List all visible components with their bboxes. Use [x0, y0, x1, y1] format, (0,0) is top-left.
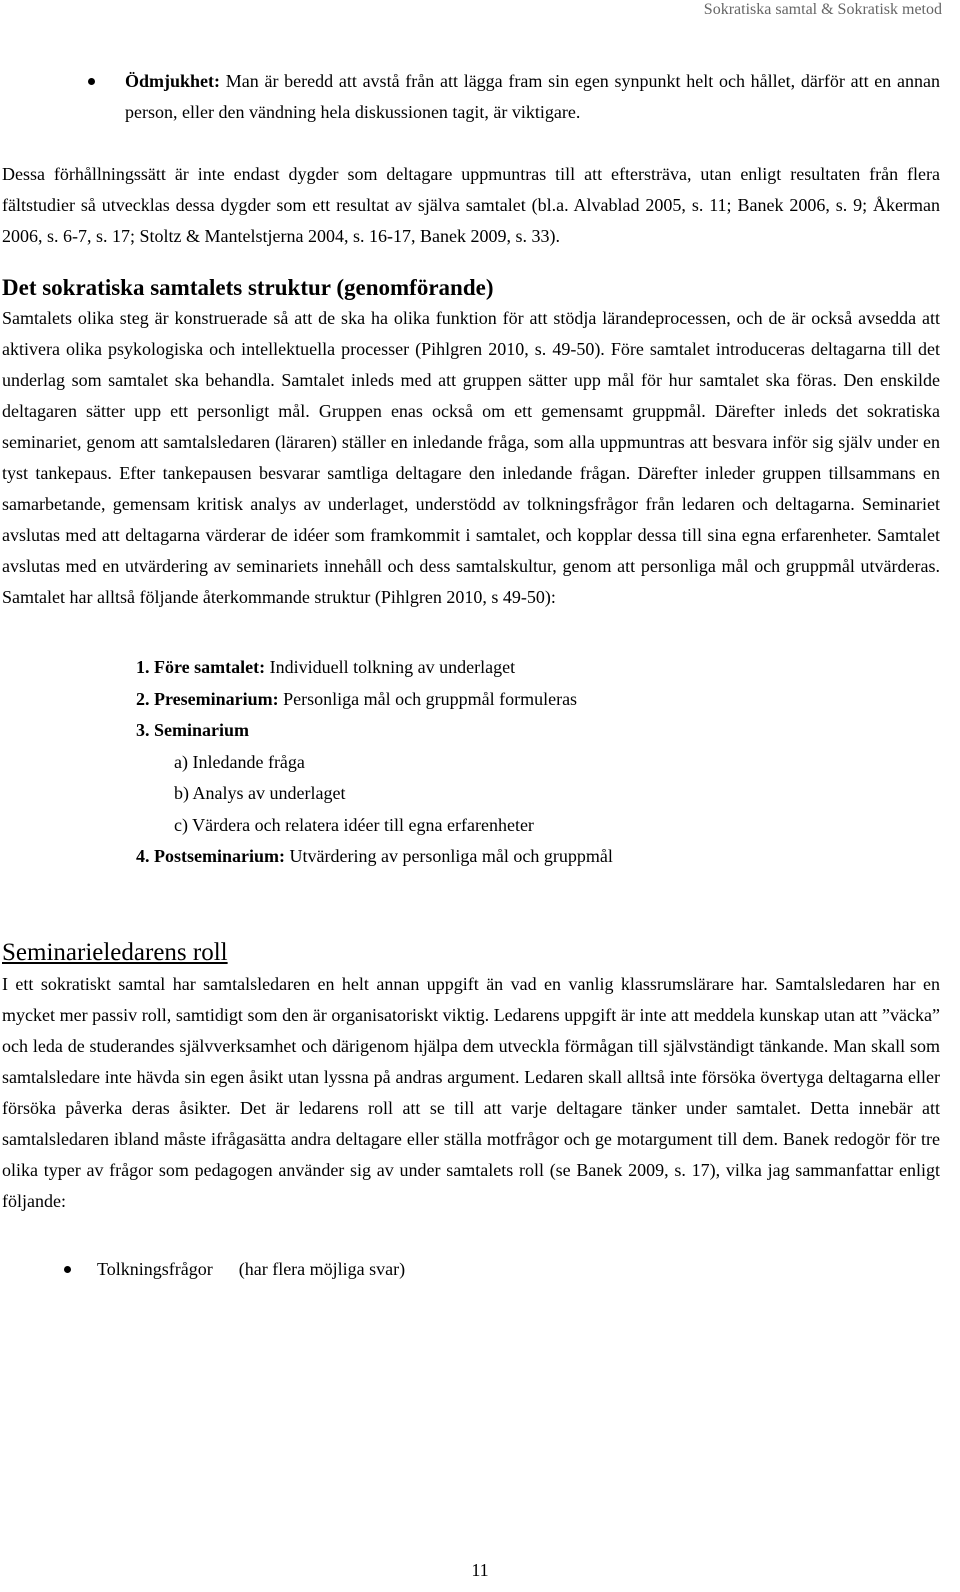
step-3a: a) Inledande fråga — [174, 751, 305, 772]
section-heading-structure: Det sokratiska samtalets struktur (genomförande) — [2, 275, 494, 300]
paragraph-structure: Samtalets olika steg är konstruerade så att de ska ha olika funktion för att stödja lärandeprocessen, och de är också avsedda att aktivera olika psykologiska och intellektuella processer (Pihlgren 2010, s. 49-50). Före samtalet introduceras deltagarna till det underlag som samtalet ska behandla. Samtalet inleds med att gruppen sätter upp mål för hur samtalet ska föras. Den enskilde deltagaren sätter upp ett personligt mål. Gruppen enas också om ett gemensamt gruppmål. Därefter inleds det sokratiska seminariet, genom att samtalsledaren (läraren) ställer en inledande fråga, som alla uppmuntras att besvara inför sig själv under en tyst tankepaus. Efter tankepausen besvarar samtliga deltagare den inledande frågan. Därefter inleder gruppen tillsammans en samarbetande, gemensam kritisk analys av underlaget, understödd av tolkningsfrågor från ledaren och deltagarna. Seminariet avslutas med att deltagarna värderar de idéer som framkommit i samtalet, och kopplar dessa till sina egna erfarenheter. Samtalet avslutas med en utvärdering av seminariets innehåll och dess samtalskultur, genom att personliga mål och gruppmål utvärderas. Samtalet har alltså följande återkommande struktur (Pihlgren 2010, s 49-50): — [2, 308, 940, 607]
paragraph-virtues: Dessa förhållningssätt är inte endast dygder som deltagare uppmuntras till att eftersträva, utan enligt resultaten från flera fältstudier så utvecklas dessa dygder som ett resultat av själva samtalet (bl.a. Alvablad 2005, s. 11; Banek 2006, s. 9; Åkerman 2006, s. 6-7, s. 17; Stoltz & Mantelstjerna 2004, s. 16-17, Banek 2009, s. 33). — [2, 164, 940, 246]
bullet-term: Tolkningsfrågor — [97, 1258, 213, 1279]
list-item-odmjukhet — [2, 66, 940, 128]
page-number: 11 — [471, 1560, 489, 1580]
step-2-label: 2. Preseminarium: — [136, 688, 279, 709]
step-3b: b) Analys av underlaget — [174, 783, 346, 803]
step-4 — [136, 841, 940, 873]
structure-steps-list — [2, 652, 940, 873]
step-1 — [136, 652, 940, 684]
list-item-tolkningsfragor — [2, 1254, 940, 1285]
bullet-description: Man är beredd att avstå från att lägga fram sin egen synpunkt helt och hållet, därför att en annan person, eller den vändning hela diskussionen tagit, är viktigare. — [125, 71, 940, 122]
step-3-label: 3. Seminarium — [136, 720, 250, 740]
bullet-term: Ödmjukhet: — [125, 71, 221, 91]
bullet-icon — [88, 78, 95, 85]
document-body — [2, 66, 940, 1285]
step-3c: c) Värdera och relatera idéer till egna erfarenheter — [174, 814, 534, 835]
bullet-note: (har flera möjliga svar) — [238, 1258, 406, 1279]
step-1-label: 1. Före samtalet: — [136, 657, 266, 677]
step-4-label: 4. Postseminarium: — [136, 846, 285, 866]
paragraph-leader-role: I ett sokratiskt samtal har samtalsledaren en helt annan uppgift än vad en vanlig klassrumslärare har. Samtalsledaren har en mycket mer passiv roll, samtidigt som den är organisatoriskt viktig. Ledarens uppgift är inte att meddela kunskap utan att ”väcka” och leda de studerandes självverksamhet och därigenom hjälpa dem utveckla förmågan till självständigt tänkande. Man skall som samtalsledare inte hävda sin egen åsikt utan lyssna på andras argument. Ledaren skall alltså inte försöka övertyga deltagarna eller försöka påverka deras åsikter. Det är ledarens roll att se till att varje deltagare tänker under samtalet. Detta innebär att samtalsledaren ibland måste ifrågasätta andra deltagare eller ställa motfrågor och ge motargument till dem. Banek redogör för tre olika typer av frågor som pedagogen använder sig av under samtalets roll (se Banek 2009, s. 17), vilka jag sammanfattar enligt följande: — [2, 973, 940, 1211]
step-2 — [136, 684, 940, 716]
bullet-text — [125, 66, 940, 128]
step-1-text: Individuell tolkning av underlaget — [265, 657, 516, 677]
section-heading-leader-role: Seminarieledarens roll — [2, 938, 228, 966]
step-2-text: Personliga mål och gruppmål formuleras — [278, 688, 578, 709]
running-header: Sokratiska samtal & Sokratisk metod — [703, 1, 942, 18]
bullet-icon — [64, 1266, 71, 1273]
step-4-text: Utvärdering av personliga mål och gruppmål — [284, 846, 613, 866]
